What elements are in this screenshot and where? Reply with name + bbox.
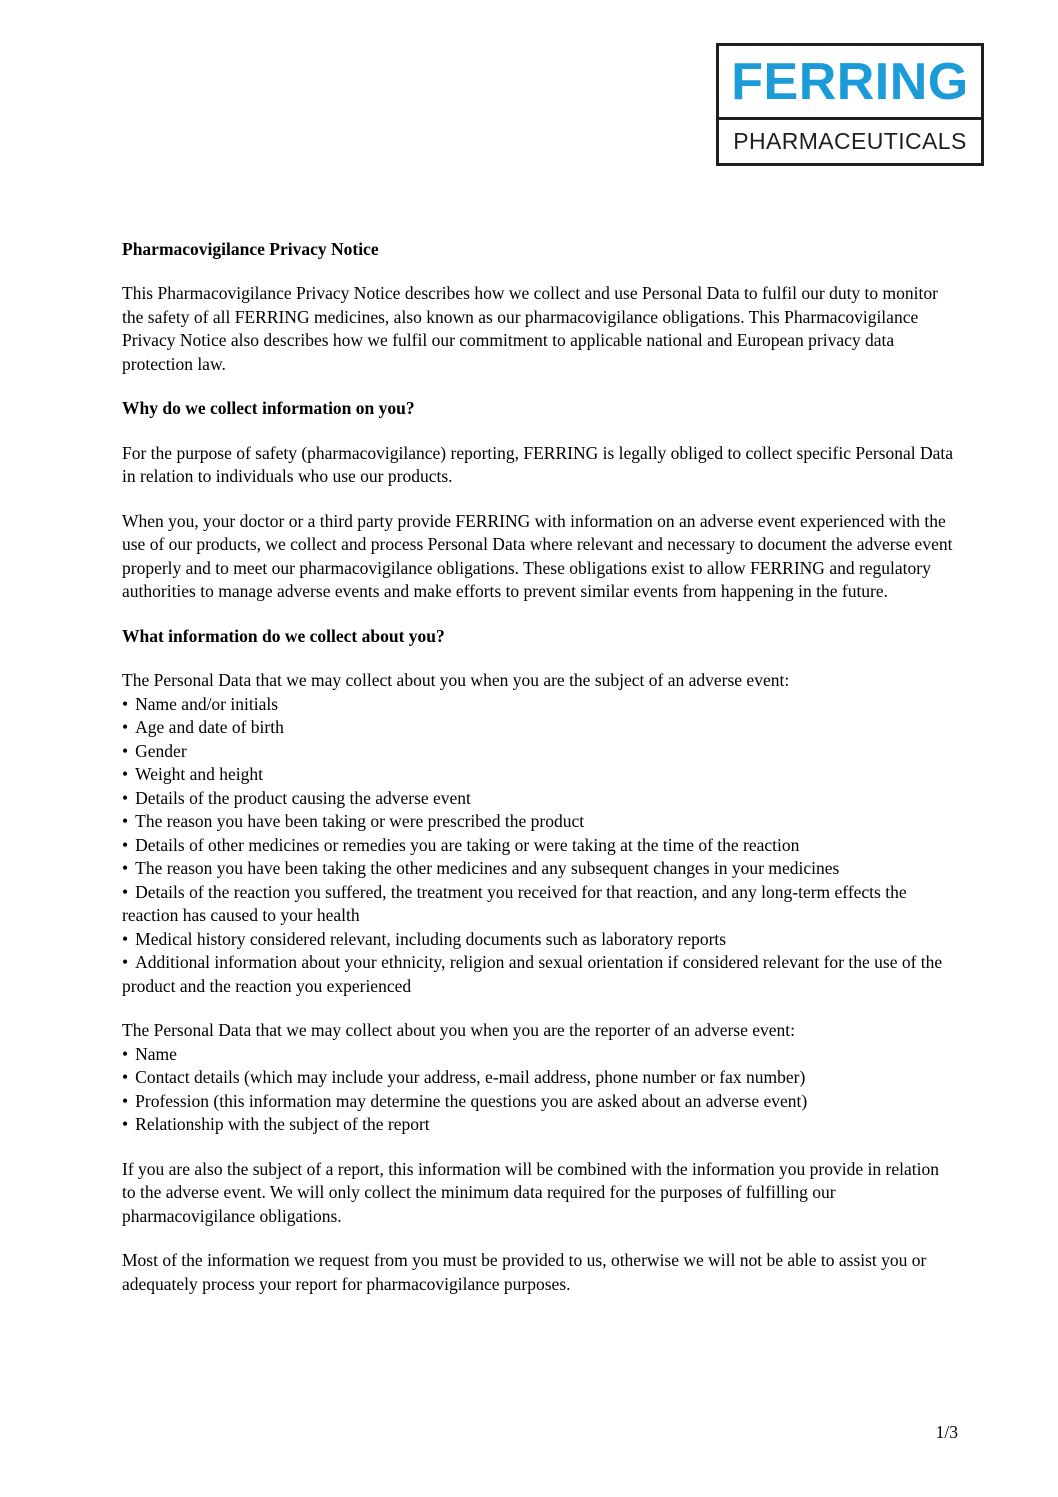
subject-list-intro: The Personal Data that we may collect about you when you are the subject of an adverse event:: [122, 670, 790, 691]
list-item: [122, 740, 955, 764]
list-item: [122, 951, 955, 998]
list-item-text: Details of the reaction you suffered, the treatment you received for that reaction, and any long-term effects the reaction has caused to your health: [122, 881, 907, 926]
reporter-list-intro: The Personal Data that we may collect about you when you are the reporter of an adverse event:: [122, 1020, 795, 1041]
list-item: [122, 834, 955, 858]
bullet-icon: •: [122, 881, 129, 902]
logo-brand-section: [719, 46, 981, 120]
paragraph-combined-info: If you are also the subject of a report, this information will be combined with the information you provide in relation to the adverse event. We will only collect the minimum data required for the purposes of fulfilling our pharmacovigilance obligations.: [122, 1158, 939, 1226]
bullet-icon: •: [122, 1067, 129, 1088]
list-item-text: Age and date of birth: [135, 717, 284, 738]
list-item-text: Contact details (which may include your address, e-mail address, phone number or fax number): [135, 1067, 806, 1088]
subject-data-list: [122, 693, 955, 999]
list-item: [122, 693, 955, 717]
list-item: [122, 787, 955, 811]
paragraph-required-info: Most of the information we request from you must be provided to us, otherwise we will not be able to assist you or adequately process your report for pharmacovigilance purposes.: [122, 1250, 927, 1294]
bullet-icon: •: [122, 1090, 129, 1111]
bullet-icon: •: [122, 717, 129, 738]
list-item-text: The reason you have been taking the other medicines and any subsequent changes in your medicines: [135, 858, 840, 879]
list-item-text: Additional information about your ethnicity, religion and sexual orientation if considered relevant for the use of the product and the reaction you experienced: [122, 952, 943, 996]
logo-subtitle-section: [719, 120, 981, 163]
bullet-icon: •: [122, 1043, 129, 1064]
bullet-icon: •: [122, 740, 129, 761]
list-item: [122, 928, 955, 952]
list-item: [122, 1090, 955, 1114]
paragraph-purpose: For the purpose of safety (pharmacovigilance) reporting, FERRING is legally obliged to collect specific Personal Data in relation to individuals who use our products.: [122, 442, 954, 487]
document-body: [122, 226, 955, 1296]
list-item: [122, 1113, 955, 1137]
list-item-text: Relationship with the subject of the report: [135, 1114, 430, 1135]
logo-brand-text: FERRING: [731, 52, 969, 111]
list-item: [122, 881, 955, 928]
list-item-text: Name and/or initials: [135, 693, 279, 714]
bullet-icon: •: [122, 858, 129, 879]
bullet-icon: •: [122, 1114, 129, 1135]
bullet-icon: •: [122, 928, 129, 949]
section-heading-what-collect: What information do we collect about you?: [122, 625, 445, 646]
reporter-data-list: [122, 1043, 955, 1137]
bullet-icon: •: [122, 787, 129, 808]
bullet-icon: •: [122, 693, 129, 714]
list-item: [122, 810, 955, 834]
list-item: [122, 716, 955, 740]
list-item-text: Name: [135, 1043, 177, 1064]
intro-paragraph: This Pharmacovigilance Privacy Notice describes how we collect and use Personal Data to fulfil our duty to monitor the safety of all FERRING medicines, also known as our pharmacovigilance obligations. This Pharmacovigilance Privacy Notice also describes how we fulfil our commitment to applicable national and European privacy data protection law.: [122, 283, 938, 374]
list-item-text: Medical history considered relevant, including documents such as laboratory reports: [135, 928, 727, 949]
list-item-text: The reason you have been taking or were prescribed the product: [135, 811, 585, 832]
list-item: [122, 857, 955, 881]
page-title: Pharmacovigilance Privacy Notice: [122, 238, 379, 259]
paragraph-adverse-event: When you, your doctor or a third party provide FERRING with information on an adverse event experienced with the use of our products, we collect and process Personal Data where relevant and necessary to document the adverse event properly and to meet our pharmacovigilance obligations. These obligations exist to allow FERRING and regulatory authorities to manage adverse events and make efforts to prevent similar events from happening in the future.: [122, 510, 953, 602]
list-item: [122, 1043, 955, 1067]
list-item-text: Details of the product causing the adverse event: [135, 787, 471, 808]
list-item-text: Weight and height: [135, 764, 264, 785]
list-item-text: Gender: [135, 740, 187, 761]
section-heading-why-collect: Why do we collect information on you?: [122, 398, 415, 419]
page-number: 1/3: [935, 1422, 958, 1442]
bullet-icon: •: [122, 811, 129, 832]
ferring-logo: [716, 43, 984, 166]
bullet-icon: •: [122, 764, 129, 785]
list-item-text: Details of other medicines or remedies you are taking or were taking at the time of the reaction: [135, 834, 800, 855]
list-item-text: Profession (this information may determine the questions you are asked about an adverse event): [135, 1090, 808, 1111]
bullet-icon: •: [122, 952, 129, 973]
list-item: [122, 1066, 955, 1090]
bullet-icon: •: [122, 834, 129, 855]
logo-subtitle-text: PHARMACEUTICALS: [733, 128, 967, 154]
list-item: [122, 763, 955, 787]
